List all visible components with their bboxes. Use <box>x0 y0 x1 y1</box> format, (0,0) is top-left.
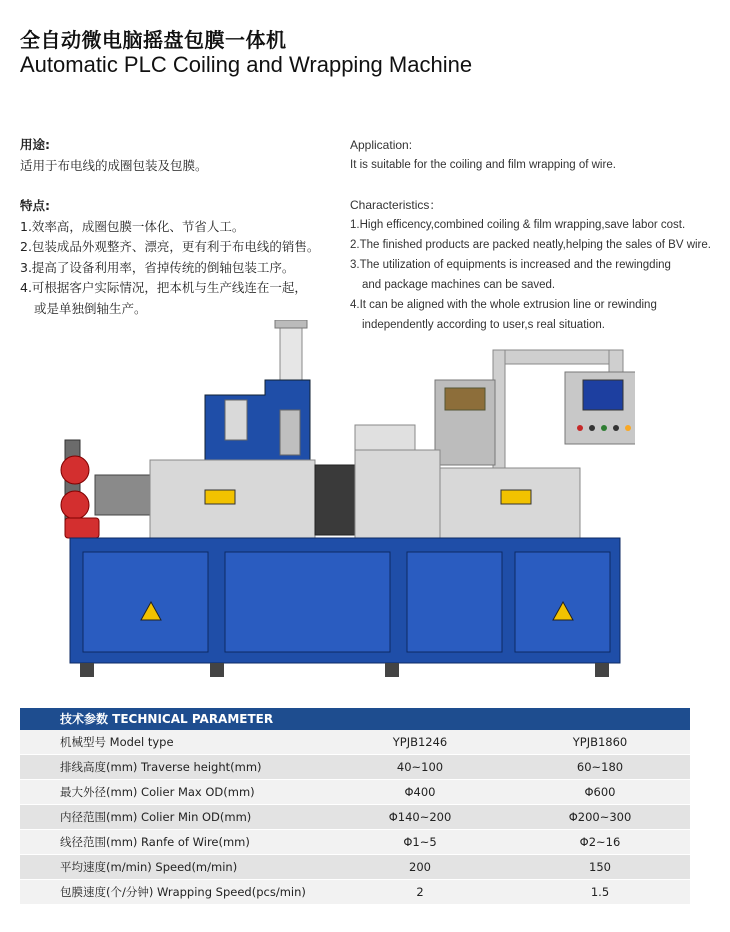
technical-parameter-table <box>20 708 690 905</box>
chinese-description <box>20 135 340 319</box>
param-name: 排线高度(mm) Traverse height(mm) <box>60 760 262 774</box>
characteristic-item-cont: and package machines can be saved. <box>362 279 556 291</box>
application-heading: Application: <box>350 138 413 152</box>
pneumatic-cylinder <box>280 325 302 385</box>
param-name: 机械型号 Model type <box>60 735 174 749</box>
param-value-1246: Φ1~5 <box>403 835 437 849</box>
control-screen <box>583 380 623 410</box>
usage-heading: 用途: <box>20 137 50 152</box>
characteristic-item: 4.It can be aligned with the whole extrusion line or rewinding <box>350 299 657 311</box>
table-row <box>20 730 690 755</box>
characteristic-item: 2.The finished products are packed neatly,helping the sales of BV wire. <box>350 239 711 251</box>
feature-item: 4.可根据客户实际情况，把本机与生产线连在一起， <box>20 280 307 295</box>
feature-item-cont: 或是单独倒轴生产。 <box>34 300 147 316</box>
table-row <box>20 880 690 905</box>
characteristic-item: 1.High efficency,combined coiling & film wrapping,save labor cost. <box>350 219 686 231</box>
param-value-1246: 40~100 <box>396 760 444 774</box>
table-row <box>20 855 690 880</box>
param-name: 包膜速度(个/分钟) Wrapping Speed(pcs/min) <box>60 885 306 899</box>
characteristic-item-cont: independently according to user,s real situation. <box>362 319 605 331</box>
param-value-1860: Φ200~300 <box>568 810 632 824</box>
feature-item: 3.提高了设备利用率，省掉传统的倒轴包装工序。 <box>20 259 295 275</box>
control-arm <box>493 350 623 364</box>
param-value-1860: 1.5 <box>590 885 610 899</box>
param-name: 内径范围(mm) Colier Min OD(mm) <box>60 810 252 824</box>
table-row <box>20 830 690 855</box>
param-value-1246: 2 <box>416 885 424 899</box>
characteristic-item: 3.The utilization of equipments is increased and the rewingding <box>350 259 671 271</box>
table-heading: 技术参数 TECHNICAL PARAMETER <box>20 708 690 730</box>
param-name: 平均速度(m/min) Speed(m/min) <box>60 860 238 874</box>
usage-text: 适用于布电线的成圈包装及包膜。 <box>20 157 208 173</box>
features-heading: 特点: <box>20 198 50 213</box>
title-chinese: 全自动微电脑摇盘包膜一体机 <box>20 28 287 52</box>
param-value-1246: 200 <box>409 860 431 874</box>
param-value-1860: 60~180 <box>576 760 624 774</box>
table-row <box>20 755 690 780</box>
machine-illustration <box>35 320 635 700</box>
param-value-1246: YPJB1246 <box>392 735 448 749</box>
param-value-1246: Φ400 <box>404 785 436 799</box>
feature-item: 2.包装成品外观整齐、漂亮，更有利于布电线的销售。 <box>20 239 320 254</box>
param-value-1860: Φ2~16 <box>579 835 621 849</box>
guide-wheel <box>61 456 89 484</box>
application-text: It is suitable for the coiling and film wrapping of wire. <box>350 159 616 171</box>
feature-item: 1.效率高，成圈包膜一体化、节省人工。 <box>20 218 245 234</box>
param-value-1860: YPJB1860 <box>572 735 628 749</box>
title-english: Automatic PLC Coiling and Wrapping Machine <box>20 52 473 77</box>
param-name: 线径范围(mm) Ranfe of Wire(mm) <box>60 835 250 849</box>
param-value-1860: Φ600 <box>584 785 616 799</box>
param-value-1860: 150 <box>589 860 611 874</box>
characteristics-heading: Characteristics： <box>350 198 442 212</box>
table-row <box>20 805 690 830</box>
english-description <box>350 135 720 335</box>
param-name: 最大外径(mm) Colier Max OD(mm) <box>60 785 255 799</box>
param-value-1246: Φ140~200 <box>388 810 452 824</box>
table-row <box>20 780 690 805</box>
